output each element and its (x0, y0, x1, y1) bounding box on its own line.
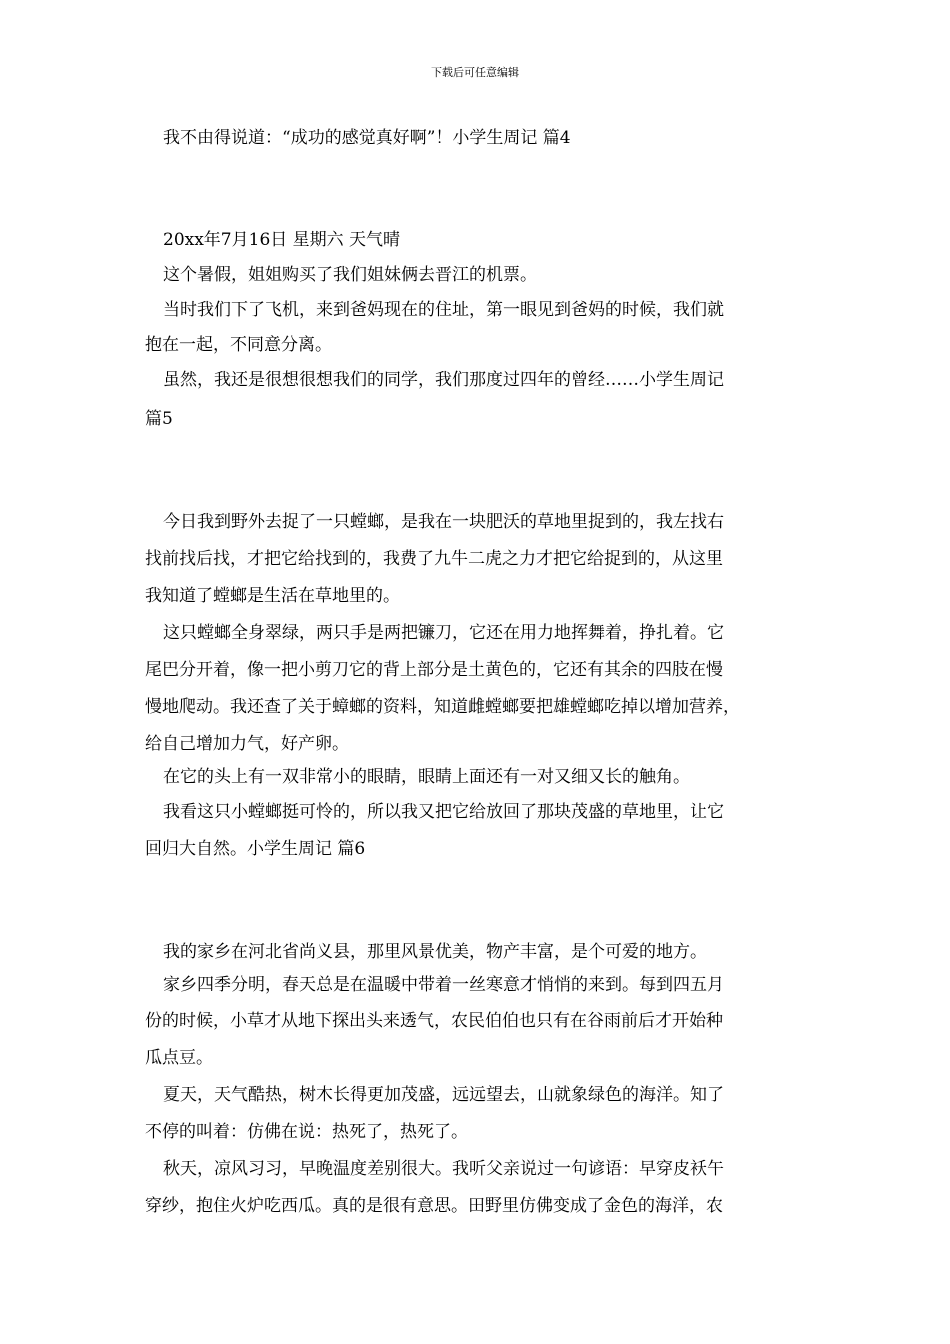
text-line: 给自己增加力气，好产卵。 (145, 734, 349, 754)
text-line: 我看这只小螳螂挺可怜的，所以我又把它给放回了那块茂盛的草地里，让它 (163, 802, 724, 822)
text-line: 秋天，凉风习习，早晚温度差别很大。我听父亲说过一句谚语：早穿皮袄午 (163, 1159, 724, 1179)
text-line: 这个暑假，姐姐购买了我们姐妹俩去晋江的机票。 (163, 265, 537, 285)
text-line: 我的家乡在河北省尚义县，那里风景优美，物产丰富，是个可爱的地方。 (163, 942, 707, 962)
text-line: 慢地爬动。我还查了关于蟑螂的资料，知道雌螳螂要把雄螳螂吃掉以增加营养， (145, 697, 740, 717)
diary-date-line: 20xx年7月16日 星期六 天气晴 (163, 230, 401, 250)
text-line: 当时我们下了飞机，来到爸妈现在的住址，第一眼见到爸妈的时候，我们就 (163, 300, 724, 320)
text-line: 穿纱，抱住火炉吃西瓜。真的是很有意思。田野里仿佛变成了金色的海洋，农 (145, 1196, 723, 1216)
text-line: 虽然，我还是很想很想我们的同学，我们那度过四年的曾经……小学生周记 (163, 370, 724, 390)
text-line: 抱在一起，不同意分离。 (145, 335, 332, 355)
text-line: 这只螳螂全身翠绿，两只手是两把镰刀，它还在用力地挥舞着，挣扎着。它 (163, 623, 724, 643)
text-line: 我不由得说道：“成功的感觉真好啊”！小学生周记 篇4 (163, 128, 571, 148)
text-line: 回归大自然。小学生周记 篇6 (145, 839, 366, 859)
section-heading: 篇5 (145, 409, 173, 429)
text-line: 我知道了螳螂是生活在草地里的。 (145, 586, 400, 606)
text-line: 不停的叫着：仿佛在说：热死了，热死了。 (145, 1122, 468, 1142)
text-line: 瓜点豆。 (145, 1048, 213, 1068)
text-line: 份的时候，小草才从地下探出头来透气，农民伯伯也只有在谷雨前后才开始种 (145, 1011, 723, 1031)
text-line: 尾巴分开着，像一把小剪刀它的背上部分是土黄色的，它还有其余的四肢在慢 (145, 660, 723, 680)
text-line: 夏天，天气酷热，树木长得更加茂盛，远远望去，山就象绿色的海洋。知了 (163, 1085, 724, 1105)
text-line: 今日我到野外去捉了一只螳螂，是我在一块肥沃的草地里捉到的，我左找右 (163, 512, 724, 532)
text-line: 家乡四季分明，春天总是在温暖中带着一丝寒意才悄悄的来到。每到四五月 (163, 975, 724, 995)
text-line: 在它的头上有一双非常小的眼睛，眼睛上面还有一对又细又长的触角。 (163, 767, 690, 787)
page-header: 下载后可任意编辑 (431, 66, 519, 79)
text-line: 找前找后找，才把它给找到的，我费了九牛二虎之力才把它给捉到的，从这里 (145, 549, 723, 569)
